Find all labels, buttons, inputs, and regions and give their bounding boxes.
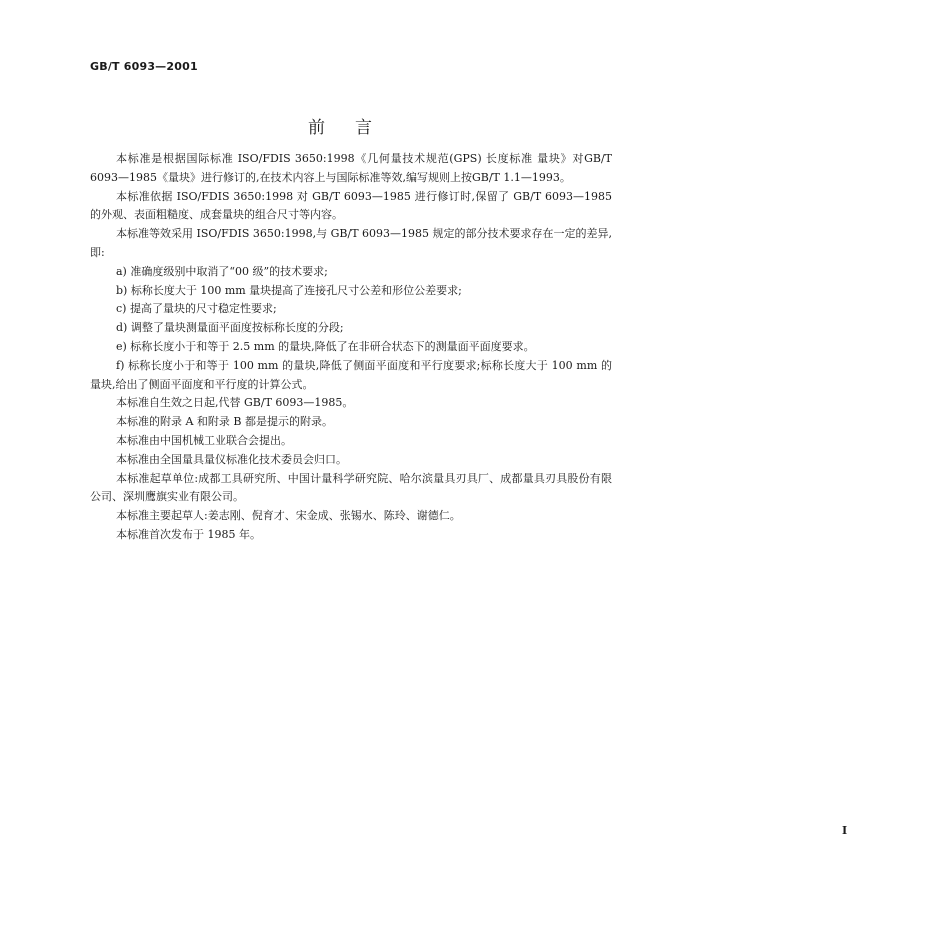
paragraph-drafters: 本标准主要起草人:姜志刚、倪育才、宋金成、张锡水、陈玲、谢德仁。 <box>116 509 461 523</box>
list-item-e: e) 标称长度小于和等于 2.5 mm 的量块,降低了在非研合状态下的测量面平面度要求。 <box>116 339 535 353</box>
page-number: I <box>842 824 848 837</box>
paragraph-revision-retained: 本标准依据 ISO/FDIS 3650:1998 对 GB/T 6093—1985 进行修订时,保留了 GB/T 6093—1985 的外观、表面粗糙度、成套量块的组合尺寸等内容。 <box>90 189 612 222</box>
paragraph-proposed-by: 本标准由中国机械工业联合会提出。 <box>116 433 292 447</box>
list-item-c: c) 提高了量块的尺寸稳定性要求; <box>116 302 277 316</box>
paragraph-administered-by: 本标准由全国量具量仪标准化技术委员会归口。 <box>116 452 347 466</box>
list-item-b: b) 标称长度大于 100 mm 量块提高了连接孔尺寸公差和形位公差要求; <box>116 283 462 297</box>
document-body <box>90 150 612 545</box>
paragraph-drafting-units: 本标准起草单位:成都工具研究所、中国计量科学研究院、哈尔滨量具刃具厂、成都量具刃具股份有限公司、深圳鹰旗实业有限公司。 <box>90 471 612 504</box>
paragraph-first-published: 本标准首次发布于 1985 年。 <box>116 527 261 541</box>
paragraph-differences-intro: 本标准等效采用 ISO/FDIS 3650:1998,与 GB/T 6093—1985 规定的部分技术要求存在一定的差异,即: <box>90 227 613 259</box>
paragraph-supersedes: 本标准自生效之日起,代替 GB/T 6093—1985。 <box>116 396 354 410</box>
standard-code-header: GB/T 6093—2001 <box>90 60 198 73</box>
paragraph-appendices: 本标准的附录 A 和附录 B 都是提示的附录。 <box>116 415 334 429</box>
paragraph-basis: 本标准是根据国际标准 ISO/FDIS 3650:1998《几何量技术规范(GPS) 长度标准 量块》对GB/T 6093—1985《量块》进行修订的,在技术内容上与国际标准等效,编写规则上按GB/T 1.1—1993。 <box>90 152 612 184</box>
list-item-d: d) 调整了量块测量面平面度按标称长度的分段; <box>116 321 344 335</box>
list-item-a: a) 准确度级别中取消了“00 级”的技术要求; <box>116 264 328 278</box>
page-title: 前言 <box>308 118 402 138</box>
list-item-f: f) 标称长度小于和等于 100 mm 的量块,降低了侧面平面度和平行度要求;标称长度大于 100 mm 的量块,给出了侧面平面度和平行度的计算公式。 <box>90 358 612 391</box>
